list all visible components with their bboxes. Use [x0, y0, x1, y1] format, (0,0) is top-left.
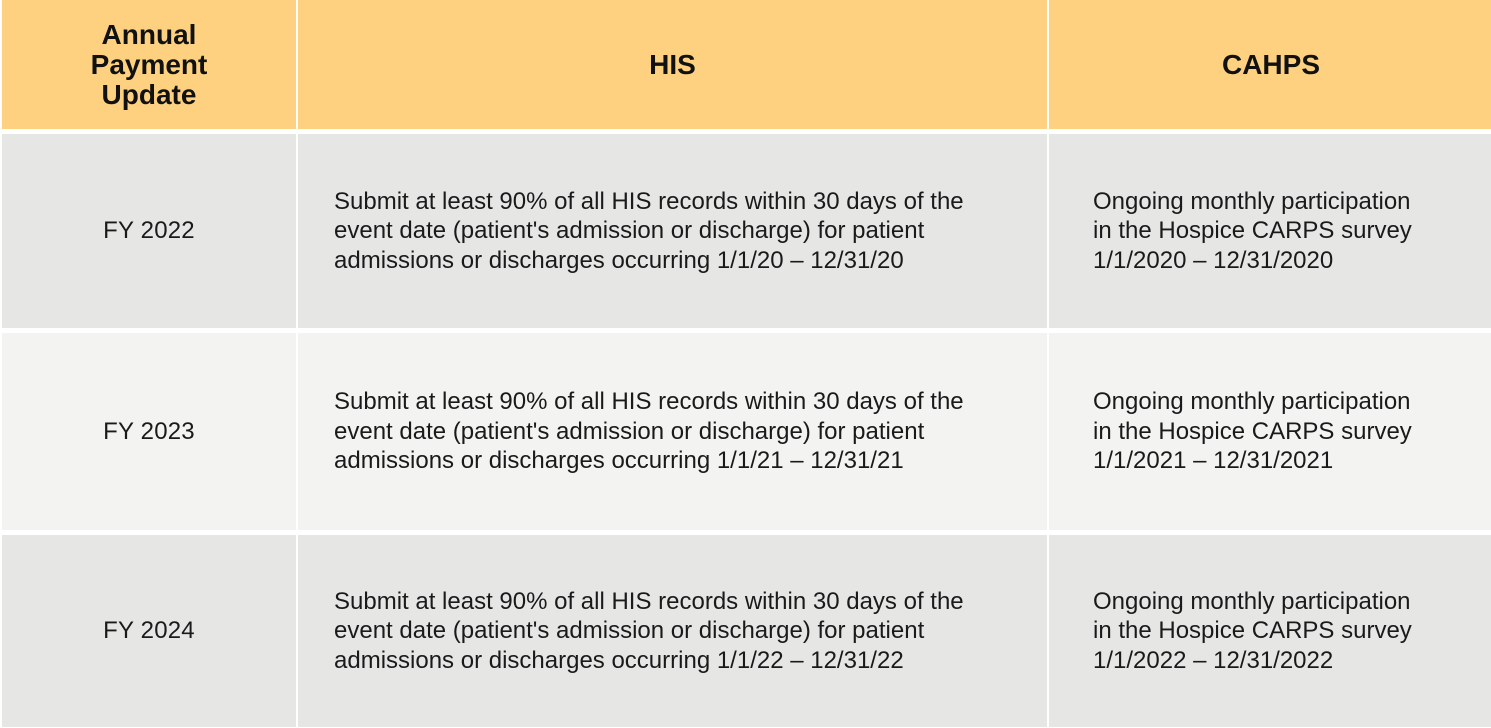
- header-his-label: HIS: [649, 48, 696, 80]
- row-his-text: Submit at least 90% of all HIS records within 30 days of the event date (patient's admission or discharge) for patient admissions or discharges occurring 1/1/20 – 12/31/20: [334, 187, 964, 274]
- table-row-cahps: [1049, 333, 1491, 530]
- row-his-text: Submit at least 90% of all HIS records within 30 days of the event date (patient's admission or discharge) for patient admissions or discharges occurring 1/1/21 – 12/31/21: [334, 388, 964, 475]
- table-row-his: [298, 134, 1047, 328]
- row-his-text: Submit at least 90% of all HIS records within 30 days of the event date (patient's admission or discharge) for patient admissions or discharges occurring 1/1/22 – 12/31/22: [334, 587, 964, 674]
- header-his: [298, 0, 1047, 129]
- table-row-year: [2, 535, 296, 727]
- table-row-cahps: [1049, 535, 1491, 727]
- row-year-label: FY 2023: [103, 417, 195, 445]
- table-row-year: [2, 134, 296, 328]
- header-cahps: [1049, 0, 1491, 129]
- row-year-label: FY 2024: [103, 617, 195, 644]
- header-annual-payment-update-label: Annual Payment Update: [90, 18, 208, 110]
- table-row-cahps: [1049, 134, 1491, 328]
- header-annual-payment-update: [2, 0, 296, 129]
- header-cahps-label: CAHPS: [1221, 48, 1320, 80]
- row-cahps-text: Ongoing monthly participation in the Hospice CARPS survey 1/1/2022 – 12/31/2022: [1093, 587, 1412, 674]
- row-cahps-text: Ongoing monthly participation in the Hospice CARPS survey 1/1/2020 – 12/31/2020: [1093, 187, 1412, 274]
- row-cahps-text: Ongoing monthly participation in the Hospice CARPS survey 1/1/2021 – 12/31/2021: [1093, 388, 1412, 475]
- row-year-label: FY 2022: [103, 217, 195, 244]
- table-row-his: [298, 333, 1047, 530]
- table-row-year: [2, 333, 296, 530]
- table-row-his: [298, 535, 1047, 727]
